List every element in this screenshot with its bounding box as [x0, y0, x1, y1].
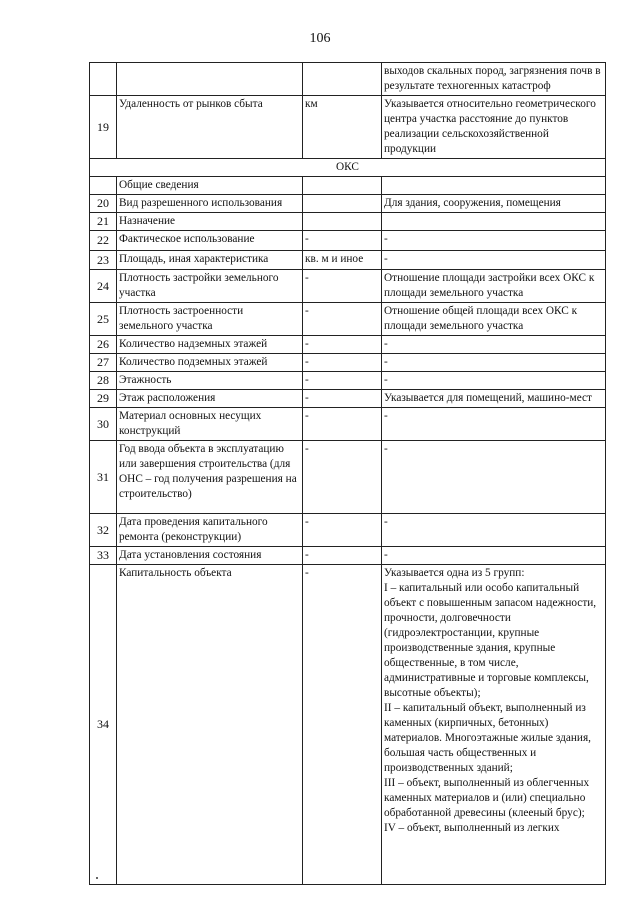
row-note: Отношение общей площади всех ОКС к площади земельного участка: [382, 303, 606, 336]
table-row: [90, 547, 606, 565]
row-unit: -: [303, 336, 382, 354]
table-row: [90, 96, 606, 159]
table-row: [90, 213, 606, 231]
row-name: Капитальность объекта: [117, 565, 303, 885]
row-number: 26: [90, 336, 117, 354]
row-number: 24: [90, 270, 117, 303]
row-name: Площадь, иная характеристика: [117, 251, 303, 270]
row-name: Материал основных несущих конструкций: [117, 408, 303, 441]
row-number: 23: [90, 251, 117, 270]
table-body-after: [90, 177, 606, 885]
table-row: [90, 565, 606, 885]
table-row: [90, 441, 606, 514]
table-row: [90, 336, 606, 354]
table-row: [90, 372, 606, 390]
row-note: -: [382, 547, 606, 565]
page-number: 106: [309, 31, 331, 46]
row-note: -: [382, 514, 606, 547]
row-name: Количество надземных этажей: [117, 336, 303, 354]
row-unit: -: [303, 547, 382, 565]
row-number: 21: [90, 213, 117, 231]
row-note: выходов скальных пород, загрязнения почв в результате техногенных катастроф: [382, 63, 606, 96]
row-number: 31: [90, 441, 117, 514]
row-name: Дата установления состояния: [117, 547, 303, 565]
row-number: 28: [90, 372, 117, 390]
row-unit: [303, 195, 382, 213]
row-unit: -: [303, 354, 382, 372]
row-unit: -: [303, 231, 382, 251]
row-note: -: [382, 251, 606, 270]
row-name: Год ввода объекта в эксплуатацию или завершения строительства (для ОНС – год получения разрешения на строительство): [117, 441, 303, 514]
characteristics-table: [89, 62, 606, 885]
row-number: 20: [90, 195, 117, 213]
table-body-before: [90, 63, 606, 159]
row-name: Общие сведения: [117, 177, 303, 195]
row-unit: -: [303, 565, 382, 885]
row-name: Дата проведения капитального ремонта (реконструкции): [117, 514, 303, 547]
row-unit: кв. м и иное: [303, 251, 382, 270]
row-note: [382, 213, 606, 231]
row-note: -: [382, 441, 606, 514]
row-unit: -: [303, 303, 382, 336]
table-row: [90, 63, 606, 96]
row-unit: -: [303, 372, 382, 390]
row-unit: [303, 177, 382, 195]
row-unit: [303, 213, 382, 231]
row-number: 30: [90, 408, 117, 441]
scan-dot: [96, 877, 98, 879]
row-name: Этажность: [117, 372, 303, 390]
row-name: Удаленность от рынков сбыта: [117, 96, 303, 159]
row-number: 22: [90, 231, 117, 251]
row-note: -: [382, 408, 606, 441]
row-number: 27: [90, 354, 117, 372]
row-note: [382, 177, 606, 195]
row-name: Плотность застройки земельного участка: [117, 270, 303, 303]
table-row: [90, 251, 606, 270]
table-row: [90, 408, 606, 441]
row-number: 29: [90, 390, 117, 408]
row-unit: -: [303, 390, 382, 408]
table-row: [90, 303, 606, 336]
row-number: [90, 177, 117, 195]
table-row: [90, 270, 606, 303]
section-title: ОКС: [90, 159, 606, 177]
row-number: 19: [90, 96, 117, 159]
table-row: [90, 354, 606, 372]
row-note: -: [382, 231, 606, 251]
row-note: -: [382, 336, 606, 354]
table-row: [90, 514, 606, 547]
table-row: [90, 195, 606, 213]
row-number: 33: [90, 547, 117, 565]
section-header: [90, 159, 606, 177]
row-unit: [303, 63, 382, 96]
table-row: [90, 177, 606, 195]
row-name: Вид разрешенного использования: [117, 195, 303, 213]
row-number: 25: [90, 303, 117, 336]
table-row: [90, 231, 606, 251]
row-unit: км: [303, 96, 382, 159]
row-note: Указывается для помещений, машино-мест: [382, 390, 606, 408]
table-row: [90, 390, 606, 408]
row-name: Плотность застроенности земельного участка: [117, 303, 303, 336]
row-name: [117, 63, 303, 96]
row-name: Этаж расположения: [117, 390, 303, 408]
row-unit: -: [303, 270, 382, 303]
row-note: -: [382, 354, 606, 372]
row-note: Указывается относительно геометрического центра участка расстояние до пунктов реализации сельскохозяйственной продукции: [382, 96, 606, 159]
row-note: Отношение площади застройки всех ОКС к площади земельного участка: [382, 270, 606, 303]
row-name: Количество подземных этажей: [117, 354, 303, 372]
row-number: 32: [90, 514, 117, 547]
row-number: 34: [90, 565, 117, 885]
row-unit: -: [303, 514, 382, 547]
row-note: Указывается одна из 5 групп: I – капитальный или особо капитальный объект с повышенным запасом надежности, прочности, долговечности (гидроэлектростанции, крупные производственные здания, крупные общественные, в том числе, административные и торговые комплексы, высотные объекты); II – капитальный объект, выполненный из каменных (кирпичных, бетонных) материалов. Многоэтажные жилые здания, большая часть общественных и производственных зданий; III – объект, выполненный из облегченных каменных материалов и (или) специально обработанной древесины (клееный брус); IV – объект, выполненный из легких: [382, 565, 606, 885]
row-name: Назначение: [117, 213, 303, 231]
row-unit: -: [303, 408, 382, 441]
row-name: Фактическое использование: [117, 231, 303, 251]
row-note: Для здания, сооружения, помещения: [382, 195, 606, 213]
row-number: [90, 63, 117, 96]
row-unit: -: [303, 441, 382, 514]
row-note: -: [382, 372, 606, 390]
